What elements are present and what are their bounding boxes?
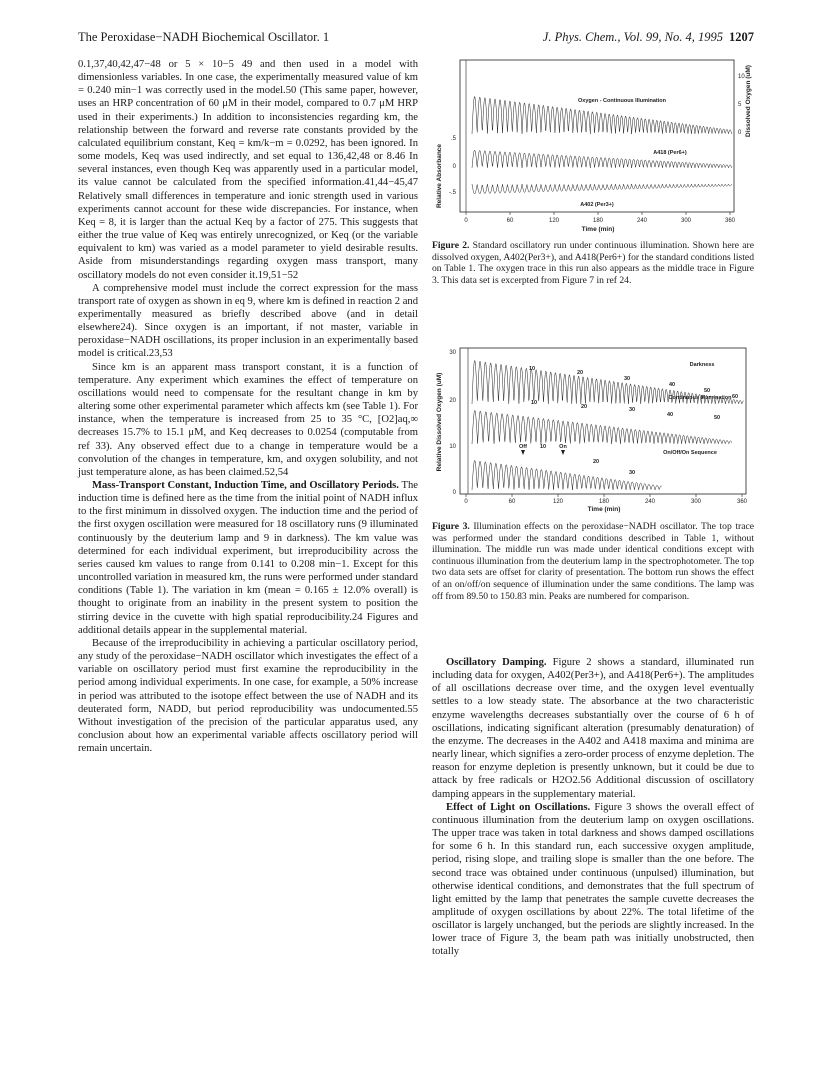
trace-label-oxygen: Oxygen - Continuous Illumination	[578, 98, 666, 104]
annotation-off: Off	[519, 444, 527, 450]
caption-text: Standard oscillatory run under continuous illumination. Shown here are dissolved oxygen, A402(Per3+), and A418(Per6+) for the standard conditions listed on Table 1. The oxygen trace in this run also appears as the middle trace in Figure 3. This data set is excerpted from Figure 7 in ref 24.	[432, 240, 754, 286]
peak-number: 40	[668, 382, 676, 388]
figure-2-plot	[432, 56, 754, 236]
y-axis-label-left: Relative Absorbance	[436, 143, 443, 209]
peak-number: 50	[713, 415, 721, 421]
right-column	[432, 656, 754, 959]
trace-label-a402: A402 (Per3+)	[580, 202, 614, 208]
peak-number: 20	[592, 459, 600, 465]
section-heading: Oscillatory Damping.	[446, 657, 547, 668]
x-tick-label: 240	[644, 499, 656, 505]
x-tick-label: 300	[690, 499, 702, 505]
off-arrow-icon	[521, 450, 525, 455]
y-tick-label: 10	[738, 74, 745, 80]
a418-trace	[472, 150, 732, 168]
x-tick-label: 0	[464, 499, 468, 505]
peak-number: 40	[666, 412, 674, 418]
y-tick-label: -.5	[448, 190, 456, 196]
peak-number: 10	[539, 444, 547, 450]
figure-2-caption	[432, 240, 754, 286]
paragraph-text: The induction time is defined here as the time from the initial point of NADH influx to the first minimum in dissolved oxygen. The induction time and the period of the first oxygen oscillation were measured for 18 oscillatory runs (9 illuminated continuously by the deuterium lamp and 9 in darkness). The km value was determined for each individual experiment, but irreproducibility across the series caused km values to range from 0.141 to 0.208 min−1. Except for this uncontrolled variation in measured km, the runs were performed under standard conditions (Table 1). The variation in km (mean = 0.165 ± 12.0% overall) is thought to originate from an inability in the present system to position the stirring device in the cuvette with high spatial reproducibility.24 Figures and additional details appear in the supplemental material.	[78, 480, 418, 636]
paragraph: Since km is an apparent mass transport constant, it is a function of temperature. Any experiment which examines the effect of temperature on oscillations would need to compensate for the resultant change in km by altering some other experimental parameter which affects km (see Table 1). For instance, when the temperature is increased from 25 to 35 °C, [O2]aq,∞ decreases 15.7% to 15.1 μM, and Keq decreases to 0.0254 (computable from ref 33). Any observed effect due to a change in temperature would be a convolution of the changes in temperature, km, and oxygen solubility, and not just temperature alone, as has been claimed.52,54	[78, 361, 418, 478]
paragraph: A comprehensive model must include the correct expression for the mass transport rate of oxygen as shown in eq 9, where km is defined in reaction 2 and experimentally measured as briefly described above (and in detail elsewhere24). Since oxygen is an important, if not master, variable in peroxidase−NADH oscillations, its proper inclusion in an experimentally based model is critical.23,53	[78, 282, 418, 360]
peak-number: 20	[576, 370, 584, 376]
page-number: 1207	[729, 30, 754, 44]
peak-number: 50	[703, 388, 711, 394]
paragraph	[432, 801, 754, 959]
caption-label: Figure 2.	[432, 240, 470, 251]
figure-3-plot	[432, 344, 754, 514]
x-tick-label: 120	[552, 499, 564, 505]
x-tick-label: 120	[548, 218, 560, 224]
trace-label-sequence: On/Off/On Sequence	[663, 450, 717, 456]
x-tick-label: 60	[508, 499, 516, 505]
paragraph: 0.1,37,40,42,47−48 or 5 × 10−5 49 and then used in a model with dimensionless variables. In one case, the experimentally measured value of km = 0.240 min−1 was correctly used in the model.50 (This same paper, however, uses an HRP concentration of 60 μM in their model, compared to 0.7 μM HRP used in their experiments.) In addition to inconsistencies regarding km, the relationship between the forward and reverse rate constants provided by the calculated equilibrium constant, Keq = km/k−m = 0.0292, has been ignored. In some models, Keq was used indirectly, and set equal to 136,42,48 or 8.46 In several instances, even though Keq was apparently used in a particular model, its value cannot be calculated from the specified information.41,44−45,47 Relatively small differences in temperature and ionic strength used in various experiments cannot account for these wide discrepancies. For instance, when Keq = 8, it is larger than the actual Keq by a factor of 275. This suggests that either the true value of Keq was entirely unrecognized, or Keq (or the variable equivalent to km) was varied as a model parameter to yield desirable results. Aside from misunderstandings regarding oxygen mass transport, many oscillatory models do not even consider it.19,51−52	[78, 59, 418, 281]
y-tick-label: .5	[450, 136, 456, 142]
x-tick-label: 180	[598, 499, 610, 505]
caption-label: Figure 3.	[432, 521, 470, 532]
peak-number: 30	[628, 470, 636, 476]
peak-number: 60	[731, 394, 739, 400]
left-column	[78, 58, 418, 755]
section-heading: Effect of Light on Oscillations.	[446, 801, 591, 813]
y-tick-label: 0	[738, 130, 742, 136]
x-tick-label: 240	[636, 218, 648, 224]
x-tick-label: 360	[736, 499, 748, 505]
y-tick-label: 30	[449, 350, 456, 356]
peak-number: 30	[628, 407, 636, 413]
section-heading: Mass-Transport Constant, Induction Time, and Oscillatory Periods.	[92, 480, 399, 491]
x-tick-label: 0	[464, 218, 468, 224]
x-tick-label: 60	[506, 218, 514, 224]
x-tick-label: 360	[724, 218, 736, 224]
peak-number: 10	[528, 366, 536, 372]
annotation-on: On	[559, 444, 567, 450]
figure-3-caption	[432, 521, 754, 602]
trace-label-a418: A418 (Per6+)	[653, 150, 687, 156]
x-tick-label: 300	[680, 218, 692, 224]
x-axis-label: Time (min)	[587, 506, 621, 513]
on-arrow-icon	[561, 450, 565, 455]
paragraph-text: Figure 3 shows the overall effect of continuous illumination from the deuterium lamp on oxygen oscillations. The upper trace was taken in total darkness and shows damped oscillations for some 6 h. In this standard run, each successive oxygen amplitude, period, rising slope, and trailing slope is smaller than the one before. The second trace was obtained under continuous (unpulsed) illumination, but otherwise identical conditions, and demonstrates that the full spectrum of light emitted by the lamp that penetrates the sample cuvette decreases the amplitude of oxygen oscillations by about 22%. The total lifetime of the oscillator is largely unchanged, but the periods are slightly increased. In the lower trace of Figure 3, the beam path was initially unobstructed, then totally	[432, 801, 754, 958]
caption-text: Illumination effects on the peroxidase−NADH oscillator. The top trace was performed under the standard conditions described in Table 1, without illumination. The middle run was made under identical conditions except with continuous illumination from the deuterium lamp in the spectrophotometer. The top two data sets are offset for clarity of presentation. The bottom run shows the effect of an on/off/on sequence of illumination under the same conditions. The lamp was off from 89.50 to 150.83 min. Peaks are numbered for comparison.	[432, 521, 754, 602]
running-title: The Peroxidase−NADH Biochemical Oscillator. 1	[78, 30, 330, 44]
y-tick-label: 20	[449, 398, 456, 404]
journal-name: J. Phys. Chem., Vol. 99, No. 4, 1995	[542, 30, 723, 44]
continuous-trace	[472, 410, 732, 444]
y-tick-label: 5	[738, 102, 742, 108]
journal-citation	[543, 30, 754, 45]
peak-number: 30	[623, 376, 631, 382]
y-tick-label: 0	[452, 164, 456, 170]
x-tick-label: 180	[592, 218, 604, 224]
figure-2	[432, 56, 754, 236]
paragraph	[78, 479, 418, 637]
peak-number: 20	[580, 404, 588, 410]
y-tick-label: 0	[452, 490, 456, 496]
peak-number: 10	[530, 400, 538, 406]
y-axis-label-right: Dissolved Oxygen (uM)	[745, 65, 752, 137]
figure-3	[432, 344, 754, 514]
trace-label-continuous: Continuous Illumination	[668, 395, 732, 401]
paragraph: Because of the irreproducibility in achieving a particular oscillatory period, any study of the peroxidase−NADH oscillator which investigates the effect of a variable on oscillatory period must first examine the reproducibility in the period among individual experiments. In one case, for example, a 50% increase in period was attributed to the isotope effect between the use of NADH and its deuterated form, NADD, but period reproducibility was undocumented.55 Without investigation of the precision of the particular apparatus used, any conclusion about how an experimental variable affects oscillatory period will remain uncertain.	[78, 637, 418, 755]
trace-label-darkness: Darkness	[689, 362, 715, 368]
a402-trace	[472, 184, 732, 194]
page-header	[78, 30, 754, 46]
y-axis-label: Relative Dissolved Oxygen (uM)	[436, 372, 443, 472]
paragraph	[432, 656, 754, 801]
x-axis-label: Time (min)	[581, 226, 615, 233]
paragraph-text: Figure 2 shows a standard, illuminated run including data for oxygen, A402(Per3+), and A418(Per6+). The amplitudes of all oscillations decrease over time, and the oxygen level eventually settles to a low steady state. The absorbance at the two characteristic enzyme wavelengths decreases substantially over the course of 6 h of oscillations, indicating significant alteration (presumably denaturation) of the enzyme. The decreases in the A402 and A418 maxima and minima are nearly linear, which signifies a zero-order process of enzyme depletion. The reason for enzyme depletion is presently unknown, but it could be due to attack by free radicals or H2O2.56 Additional discussion of oscillatory damping appears in the supplementary material.	[432, 657, 755, 800]
y-tick-label: 10	[449, 444, 456, 450]
